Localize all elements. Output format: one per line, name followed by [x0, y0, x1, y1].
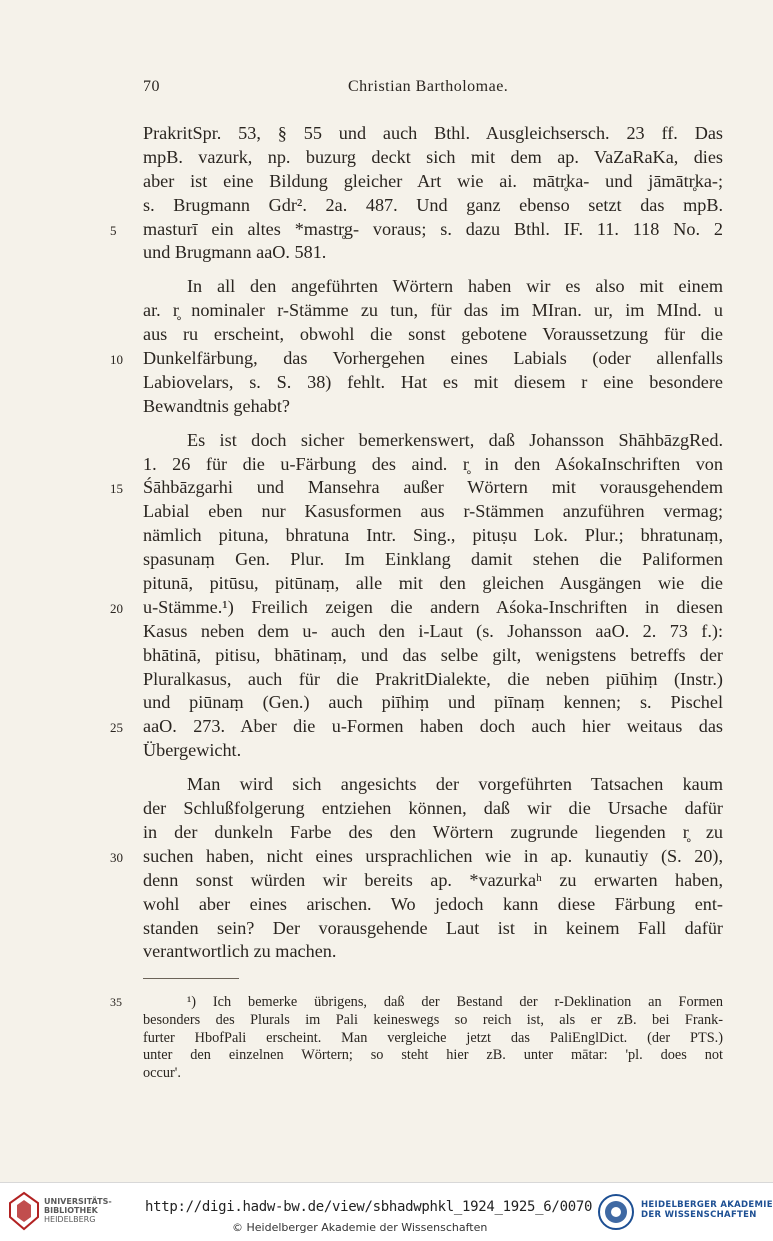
body-line [143, 500, 723, 524]
body-line [143, 170, 723, 194]
line-number: 20 [110, 600, 123, 616]
permalink[interactable]: http://digi.hadw-bw.de/view/sbhadwphkl_1924_1925_6/0070 [145, 1199, 593, 1215]
line-text: furter HbofPali erscheint. Man vergleiche jetzt das PaliEnglDict. (der PTS.) [143, 1029, 723, 1046]
body-line [143, 122, 723, 146]
line-text: s. Brugmann Gdr². 2a. 487. Und ganz ebenso setzt das mpB. [143, 194, 723, 215]
body-line [110, 715, 723, 739]
line-text: Dunkelfärbung, das Vorhergehen eines Labials (oder allenfalls [143, 348, 723, 369]
line-number: 15 [110, 481, 123, 497]
line-text: verantwortlich zu machen. [143, 941, 337, 962]
body-line [143, 241, 723, 265]
line-text: aus ru erscheint, obwohl die sonst gebotene Voraussetzung für die [143, 324, 723, 345]
body-line [143, 821, 723, 845]
line-text: suchen haben, nicht eines ursprachlichen wie in ap. kunautiy (S. 20), [143, 845, 723, 866]
line-text: standen sein? Der vorausgehende Laut ist in keinem Fall dafür [143, 917, 723, 938]
body-line [143, 797, 723, 821]
line-text: 1. 26 für die u-Färbung des aind. r̥ in den AśokaInschriften von [143, 453, 723, 474]
body-line [143, 773, 723, 797]
university-library-logo-icon [8, 1191, 40, 1231]
body-line [143, 644, 723, 668]
line-text: Pluralkasus, auch für die PrakritDialekte, die neben piūhiṃ (Instr.) [143, 668, 723, 689]
line-text: mpB. vazurk, np. buzurg deckt sich mit dem ap. VaZaRaKa, dies [143, 146, 723, 167]
body-line [110, 845, 723, 869]
body-line [143, 917, 723, 941]
line-text: Kasus neben dem u- auch den i-Laut (s. Johansson aaO. 2. 73 f.): [143, 620, 723, 641]
line-number: 25 [110, 720, 123, 736]
body-line [143, 940, 723, 964]
body-line [143, 668, 723, 692]
line-number: 30 [110, 849, 123, 865]
line-text: und piūnaṃ (Gen.) auch piīhiṃ und piīnaṃ kennen; s. Pischel [143, 692, 723, 713]
line-text: PrakritSpr. 53, § 55 und auch Bthl. Ausgleichsersch. 23 ff. Das [143, 123, 723, 143]
body-line [143, 869, 723, 893]
footnote-line [143, 1047, 723, 1065]
body-line [110, 218, 723, 242]
line-text: Labiovelars, s. S. 38) fehlt. Hat es mit diesem r eine besondere [143, 371, 723, 392]
line-number: 5 [110, 222, 117, 238]
body-line [143, 146, 723, 170]
academy-name: HEIDELBERGER AKADEMIE DER WISSENSCHAFTEN [641, 1200, 773, 1220]
body-line [143, 572, 723, 596]
line-text: In all den angeführten Wörtern haben wir es also mit einem [187, 276, 723, 297]
body-line [143, 691, 723, 715]
body-line [143, 620, 723, 644]
line-text: besonders des Plurals im Pali keineswegs so reich ist, als er zB. bei Frank- [143, 1011, 723, 1028]
footer-bar [0, 1182, 773, 1241]
body-line [143, 194, 723, 218]
line-text: Übergewicht. [143, 740, 242, 761]
footnote-line [143, 1065, 723, 1083]
line-text: und Brugmann aaO. 581. [143, 242, 327, 263]
line-text: spasunaṃ Gen. Plur. Im Einklang damit stehen die Paliformen [143, 549, 723, 570]
line-text: unter den einzelnen Wörtern; so steht hier zB. unter mātar: 'pl. does not [143, 1047, 723, 1064]
body-line [143, 893, 723, 917]
running-title: Christian Bartholomae. [348, 78, 509, 95]
line-text: in der dunkeln Farbe des den Wörtern zugrunde liegenden r̥ zu [143, 821, 723, 842]
body-line [143, 524, 723, 548]
footnote-line [143, 1012, 723, 1030]
line-text: masturī ein altes *mastr̥g- voraus; s. dazu Bthl. IF. 11. 118 No. 2 [143, 218, 723, 239]
line-text: u-Stämme.¹) Freilich zeigen die andern Aśoka-Inschriften in diesen [143, 596, 723, 617]
line-text: pitunā, pitūsu, pitūnaṃ, alle mit den gleichen Ausgängen wie die [143, 573, 723, 594]
body-line [143, 395, 723, 419]
line-text: wohl aber eines arischen. Wo jedoch kann diese Färbung ent- [143, 893, 723, 914]
line-text: Śāhbāzgarhi und Mansehra außer Wörtern mit vorausgehendem [143, 477, 723, 498]
body-line [143, 323, 723, 347]
body-line [143, 453, 723, 477]
line-text: aber ist eine Bildung gleicher Art wie ai. mātr̥ka- und jāmātr̥ka-; [143, 170, 723, 191]
body-line [110, 347, 723, 371]
body-line [143, 739, 723, 763]
line-number: 10 [110, 352, 123, 368]
body-line [143, 429, 723, 453]
body-line [110, 596, 723, 620]
line-text: nämlich pituna, bhratuna Intr. Sing., pituṣu Lok. Plur.; bhratunaṃ, [143, 525, 723, 546]
line-text: occur'. [143, 1065, 181, 1082]
line-number: 35 [110, 995, 122, 1009]
library-name: UNIVERSITÄTS- BIBLIOTHEK HEIDELBERG [44, 1197, 112, 1224]
body-line [143, 371, 723, 395]
line-text: Bewandtnis gehabt? [143, 395, 290, 416]
body-text [110, 122, 723, 964]
line-text: denn sonst würden wir bereits ap. *vazurkaʰ zu erwarten haben, [143, 869, 723, 890]
line-text: ¹) Ich bemerke übrigens, daß der Bestand der r-Deklination an Formen [187, 994, 723, 1010]
body-line [110, 476, 723, 500]
footnote-line [110, 994, 723, 1012]
line-text: ar. r̥ nominaler r-Stämme zu tun, für das im MIran. ur, im MInd. u [143, 300, 723, 321]
body-line [143, 275, 723, 299]
footnote [110, 994, 723, 1083]
body-line [143, 299, 723, 323]
line-text: aaO. 273. Aber die u-Formen haben doch auch hier weitaus das [143, 716, 723, 737]
footnote-line [143, 1030, 723, 1048]
footnote-rule [143, 978, 239, 979]
line-text: bhātinā, pitisu, bhātinaṃ, und das selbe gilt, wenigstens betreffs der [143, 644, 723, 665]
copyright-notice: © Heidelberger Akademie der Wissenschaften [232, 1221, 488, 1234]
body-line [143, 548, 723, 572]
line-text: der Schlußfolgerung entziehen können, daß wir die Ursache dafür [143, 798, 723, 819]
line-text: Labial eben nur Kasusformen aus r-Stämmen anzuführen vermag; [143, 501, 723, 522]
academy-seal-icon [597, 1193, 635, 1231]
page-number: 70 [143, 78, 160, 95]
line-text: Es ist doch sicher bemerkenswert, daß Johansson ShāhbāzgRed. [187, 429, 723, 450]
line-text: Man wird sich angesichts der vorgeführten Tatsachen kaum [187, 774, 723, 795]
